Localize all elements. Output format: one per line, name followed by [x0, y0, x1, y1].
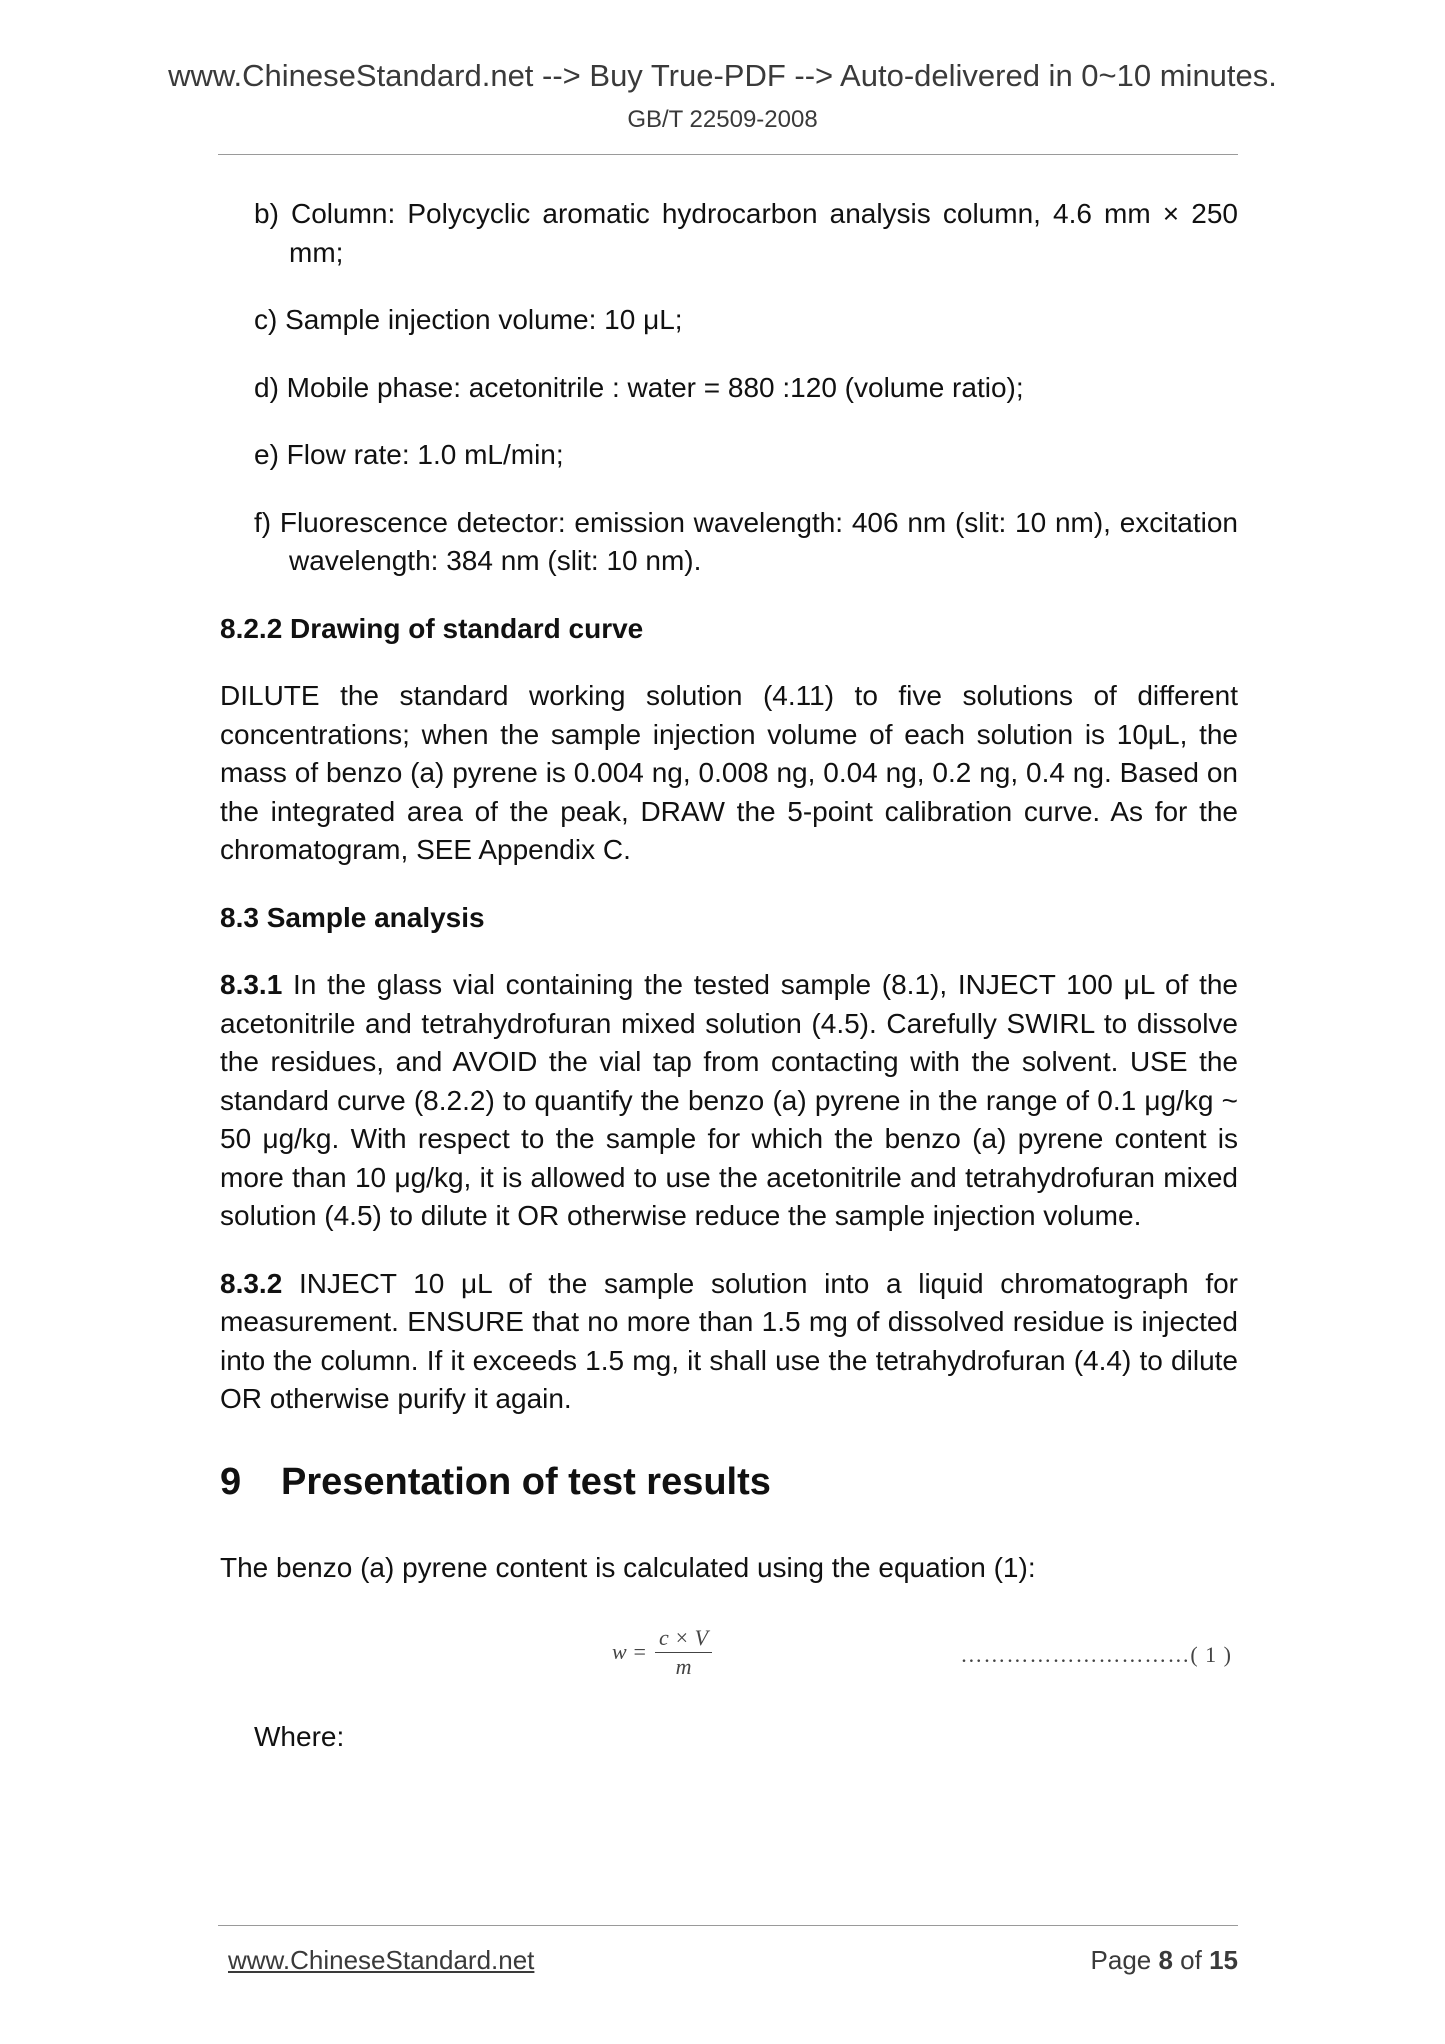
heading-8-3: 8.3 Sample analysis — [220, 901, 485, 933]
heading-9 — [220, 1459, 1238, 1505]
equation-numerator: c × V — [655, 1624, 712, 1653]
footer-site-link[interactable]: www.ChineseStandard.net — [228, 1945, 535, 1975]
clause-text: In the glass vial containing the tested sample (8.1), INJECT 100 μL of the acetonitrile and tetrahydrofuran mixed solution (4.5). Carefully SWIRL to dissolve the residues, and AVOID the vial tap from contacting with the solvent. USE the standard curve (8.2.2) to quantify the benzo (a) pyrene in the range of 0.1 μg/kg ~ 50 μg/kg. With respect to the sample for which the benzo (a) pyrene content is more than 10 μg/kg, it is allowed to use the acetonitrile and tetrahydrofuran mixed solution (4.5) to dilute it OR otherwise reduce the sample injection volume. — [220, 969, 1238, 1231]
list-item-column: b) Column: Polycyclic aromatic hydrocarbon analysis column, 4.6 mm × 250 mm; — [254, 198, 1238, 268]
page-of: of — [1172, 1945, 1210, 1975]
footer-divider — [218, 1925, 1238, 1926]
equation-denominator: m — [675, 1653, 692, 1679]
page-indicator — [1091, 1945, 1238, 1976]
paragraph-8-3-2 — [220, 1265, 1238, 1419]
equation-formula — [612, 1616, 712, 1688]
section-title: Presentation of test results — [281, 1460, 771, 1503]
standard-number: GB/T 22509-2008 — [627, 106, 818, 133]
list-item-mobile-phase: d) Mobile phase: acetonitrile : water = 880 :120 (volume ratio); — [254, 371, 1024, 403]
header-divider — [218, 154, 1238, 155]
equation-fraction — [655, 1624, 712, 1681]
equation-number: …………………………( 1 ) — [960, 1642, 1232, 1667]
page-prefix: Page — [1090, 1945, 1159, 1975]
page-number: 8 — [1158, 1945, 1173, 1975]
paragraph-8-3-1 — [220, 966, 1238, 1236]
where-label: Where: — [254, 1721, 345, 1752]
equation-lhs: w = — [612, 1638, 648, 1664]
paragraph-8-2-2: DILUTE the standard working solution (4.11) to five solutions of different concentrations; when the sample injection volume of each solution is 10μL, the mass of benzo (a) pyrene is 0.004 ng, 0.008 ng, 0.04 ng, 0.2 ng, 0.4 ng. Based on the integrated area of the peak, DRAW the 5-point calibration curve. As for the chromatogram, SEE Appendix C. — [220, 680, 1238, 865]
clause-number: 8.3.2 — [220, 1267, 283, 1299]
clause-number: 8.3.1 — [220, 969, 283, 1000]
page-total: 15 — [1209, 1945, 1238, 1975]
heading-8-2-2: 8.2.2 Drawing of standard curve — [220, 612, 644, 644]
clause-text: INJECT 10 μL of the sample solution into a liquid chromatograph for measurement. ENSURE that no more than 1.5 mg of dissolved residue is injected into the column. If it exceeds 1.5 mg, it shall use the tetrahydrofuran (4.4) to dilute OR otherwise purify it again. — [220, 1267, 1238, 1414]
page-content — [220, 195, 1238, 1786]
list-item-injection-volume: c) Sample injection volume: 10 μL; — [254, 304, 683, 335]
list-item-detector: f) Fluorescence detector: emission wavelength: 406 nm (slit: 10 nm), excitation wavelength: 384 nm (slit: 10 nm). — [254, 506, 1238, 576]
header-banner: www.ChineseStandard.net --> Buy True-PDF --> Auto-delivered in 0~10 minutes. — [168, 58, 1277, 93]
equation-1 — [220, 1616, 1238, 1690]
equation-intro: The benzo (a) pyrene content is calculated using the equation (1): — [220, 1551, 1036, 1583]
section-number: 9 — [220, 1460, 242, 1503]
list-item-flow-rate: e) Flow rate: 1.0 mL/min; — [254, 439, 564, 470]
